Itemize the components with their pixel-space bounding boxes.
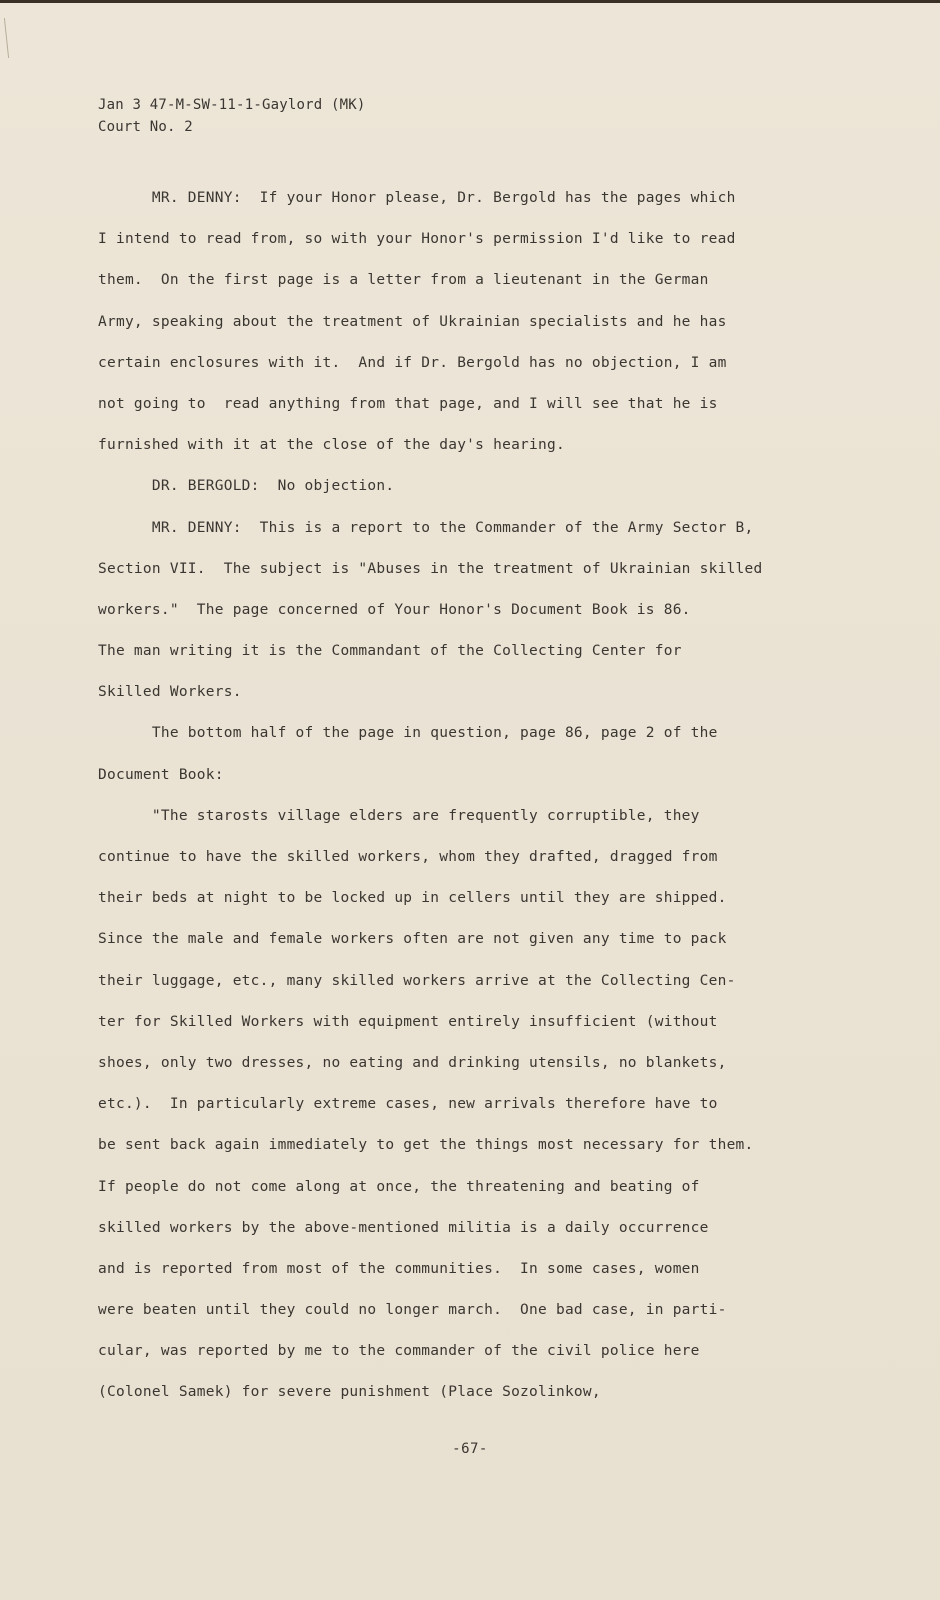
header-court-line: Court No. 2 [98,119,193,135]
body-line: If people do not come along at once, the threatening and beating of [98,1178,700,1195]
body-line: and is reported from most of the communities. In some cases, women [98,1260,700,1277]
body-line: be sent back again immediately to get the things most necessary for them. [98,1137,754,1154]
page-number: -67- [452,1441,488,1457]
body-line: their luggage, etc., many skilled workers arrive at the Collecting Cen- [98,972,736,989]
body-line: The man writing it is the Commandant of the Collecting Center for [98,643,682,660]
body-line: were beaten until they could no longer march. One bad case, in parti- [98,1302,727,1319]
body-line: skilled workers by the above-mentioned militia is a daily occurrence [98,1219,709,1236]
body-line: "The starosts village elders are frequently corruptible, they [98,807,700,824]
body-line: MR. DENNY: If your Honor please, Dr. Bergold has the pages which [98,190,736,206]
document-header [98,94,366,138]
body-line: Document Book: [98,766,224,783]
body-line: cular, was reported by me to the commander of the civil police here [98,1343,700,1360]
body-line: them. On the first page is a letter from a lieutenant in the German [98,272,709,289]
body-line: I intend to read from, so with your Honor's permission I'd like to read [98,231,736,248]
body-line: Since the male and female workers often are not given any time to pack [98,931,727,948]
body-line: MR. DENNY: This is a report to the Commander of the Army Sector B, [98,519,754,536]
body-line: etc.). In particularly extreme cases, new arrivals therefore have to [98,1096,718,1113]
body-line: certain enclosures with it. And if Dr. Bergold has no objection, I am [98,354,727,371]
header-docket-line: Jan 3 47-M-SW-11-1-Gaylord (MK) [98,97,366,113]
margin-mark [4,18,9,58]
body-line: continue to have the skilled workers, whom they drafted, dragged from [98,849,718,865]
transcript-body [98,178,868,1414]
body-line: furnished with it at the close of the day's hearing. [98,437,565,454]
body-line: Skilled Workers. [98,684,242,701]
body-line: ter for Skilled Workers with equipment entirely insufficient (without [98,1013,718,1030]
body-line: their beds at night to be locked up in cellers until they are shipped. [98,890,727,907]
body-line: shoes, only two dresses, no eating and drinking utensils, no blankets, [98,1054,727,1071]
body-line: Army, speaking about the treatment of Ukrainian specialists and he has [98,313,727,330]
body-line: workers." The page concerned of Your Honor's Document Book is 86. [98,601,691,618]
body-line: The bottom half of the page in question, page 86, page 2 of the [98,725,718,742]
body-line: (Colonel Samek) for severe punishment (Place Sozolinkow, [98,1384,601,1401]
body-line: Section VII. The subject is "Abuses in the treatment of Ukrainian skilled [98,560,763,577]
body-line: DR. BERGOLD: No objection. [98,478,395,495]
body-line: not going to read anything from that page, and I will see that he is [98,395,718,412]
page-top-edge [0,0,940,3]
